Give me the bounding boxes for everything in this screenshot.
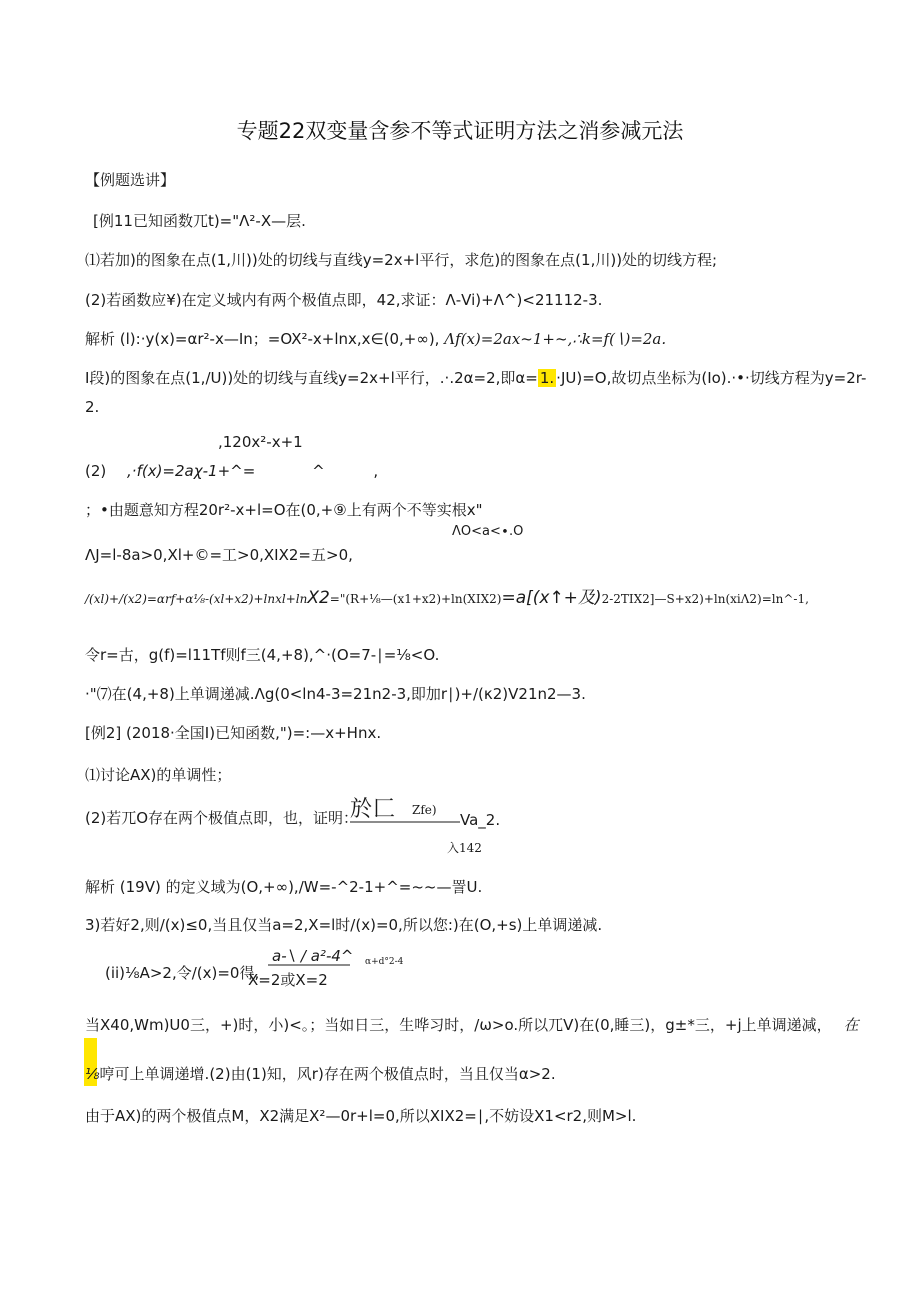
example-2-statement: [例2] (2018·全国I)已知函数,")=:—x+Hnx. <box>85 724 382 742</box>
example-2-part-1: ⑴讨论AX)的单调性； <box>85 766 232 784</box>
fraction-glyph-distorted: 於匚 <box>350 797 397 822</box>
fraction-glyph-top: Zfe) <box>412 803 437 817</box>
solution-line-3: 2. <box>85 398 100 416</box>
part-2-comma: , <box>373 462 379 480</box>
highlighted-value: 1. <box>539 369 555 387</box>
monotonic-intervals-text: 当X40,Wm)U0三，+)时，小)<。；当如日三，生哗习时，/ω>o.所以兀V)在(0,睡三)，g±*三，+j上单调递减， <box>85 1016 832 1034</box>
derivative-expression: Λf(x)=2ax~1+~,∴k=f(∖)=2a. <box>444 330 667 348</box>
monotonic-intervals-end: 在 <box>843 1016 859 1034</box>
solution-line-2-text-b: ·JU)=O,故切点坐标为(Io).·•·切线方程为y=2r- <box>556 369 867 387</box>
example-1-part-1: ⑴若加)的图象在点(1,川))处的切线与直线y=2x+l平行，求危)的图象在点(1,川))处的切线方程; <box>85 251 718 269</box>
conclusion-line: ·"⑺在(4,+8)上单调递减.Λg(0<ln4-3=21n2-3,即加r∣)+/(κ2)V21n2—3. <box>85 685 586 703</box>
example-2-solution-1: 解析 (19V) 的定义域为(O,+∞),/W=-^2-1+^=~~—詈U. <box>85 878 483 896</box>
example-2-part-2-tail: Va_2. <box>460 811 501 829</box>
root-formula-numerator: a-∖ / a²-4^ <box>272 947 354 965</box>
solution-line-1-text: 解析 (l):·y(x)=αr²-x—In；=OX²-x+lnx,x∈(0,+∞), <box>85 330 440 348</box>
sum-expression-c: ="(R+⅛—(x1+x2)+ln(XIX2) <box>329 592 502 606</box>
solution-line-2-text-a: I段)的图象在点(1,/U))处的切线与直线y=2x+l平行，.·.2α=2,即α= <box>85 369 538 387</box>
example-1-part-2: (2)若函数应¥)在定义域内有两个极值点即，42,求证：Λ-Vi)+Λ^)<21112-3. <box>85 291 603 309</box>
example-2-part-2 <box>85 808 358 828</box>
part-2-derivative <box>85 461 378 481</box>
sum-expression-line <box>85 588 809 609</box>
section-header: 【例题选讲】 <box>85 171 176 189</box>
solution-line-2 <box>85 368 866 388</box>
fraction-bar <box>268 963 350 967</box>
example-1-statement: [例11已知函数兀t)="Λ²-X—层. <box>93 212 306 230</box>
example-2-part-2-text: (2)若兀O存在两个极值点即，也，证明： <box>85 809 359 827</box>
increasing-interval-line <box>85 1064 556 1084</box>
sum-expression-a: /(xl)+/(x2)=αrf+α⅛-(xl+x2)+lnxl+ln <box>85 592 308 606</box>
fraction-numerator: ,120x²-x+1 <box>218 433 303 451</box>
root-formula-numerator-2: α+d°2-4 <box>365 957 404 967</box>
solution-line-1 <box>85 329 666 349</box>
sum-expression-b: X2 <box>307 588 330 608</box>
extreme-points-line: 由于AX)的两个极值点M，X2满足X²—0r+l=0,所以XIX2=∣,不妨设X1<r2,则M>l. <box>85 1107 637 1125</box>
fraction-denominator: 入142 <box>447 841 482 855</box>
example-2-solution-case-1: 3)若好2,则/(x)≤0,当且仅当a=2,X=l时/(x)=0,所以您:)在(O,+s)上单调递减. <box>85 916 603 934</box>
part-2-caret: ^ <box>312 462 325 480</box>
sum-expression-e: 2-2TIX2]—S+x2)+ln(xiΛ2)=ln^-1, <box>601 592 809 606</box>
increasing-interval-text: 哼可上单调递增.(2)由(1)知，风r)存在两个极值点时，当且仅当α>2. <box>99 1065 556 1083</box>
increasing-interval-glyph: ⅛ <box>85 1065 100 1083</box>
page-title: 专题22双变量含参不等式证明方法之消参减元法 <box>236 119 684 143</box>
root-formula-denominator: X=2或X=2 <box>248 971 328 989</box>
example-2-solution-case-2: (ii)⅛A>2,令/(x)=0得, <box>105 964 260 982</box>
substitution-line: 令r=古，g(f)=l11Tf则f三(4,+8),^·(O=7-∣=⅛<O. <box>85 646 440 664</box>
discriminant-line: ΛJ=l-8a>0,Xl+©=工>0,XIX2=五>0, <box>85 546 353 564</box>
monotonic-intervals-line <box>85 1015 859 1035</box>
a-range-fragment: ΛO<a<∙.O <box>452 524 524 539</box>
sum-expression-d: =a[(x↑+及) <box>501 588 602 608</box>
part-2-label: (2) <box>85 462 107 480</box>
part-2-roots-condition: ；•由题意知方程20r²-x+l=O在(0,+⑨上有两个不等实根x" <box>85 501 483 519</box>
part-2-formula: ,·f(x)=2aχ-1+^= <box>127 462 256 480</box>
fraction-bar-2 <box>350 820 460 824</box>
